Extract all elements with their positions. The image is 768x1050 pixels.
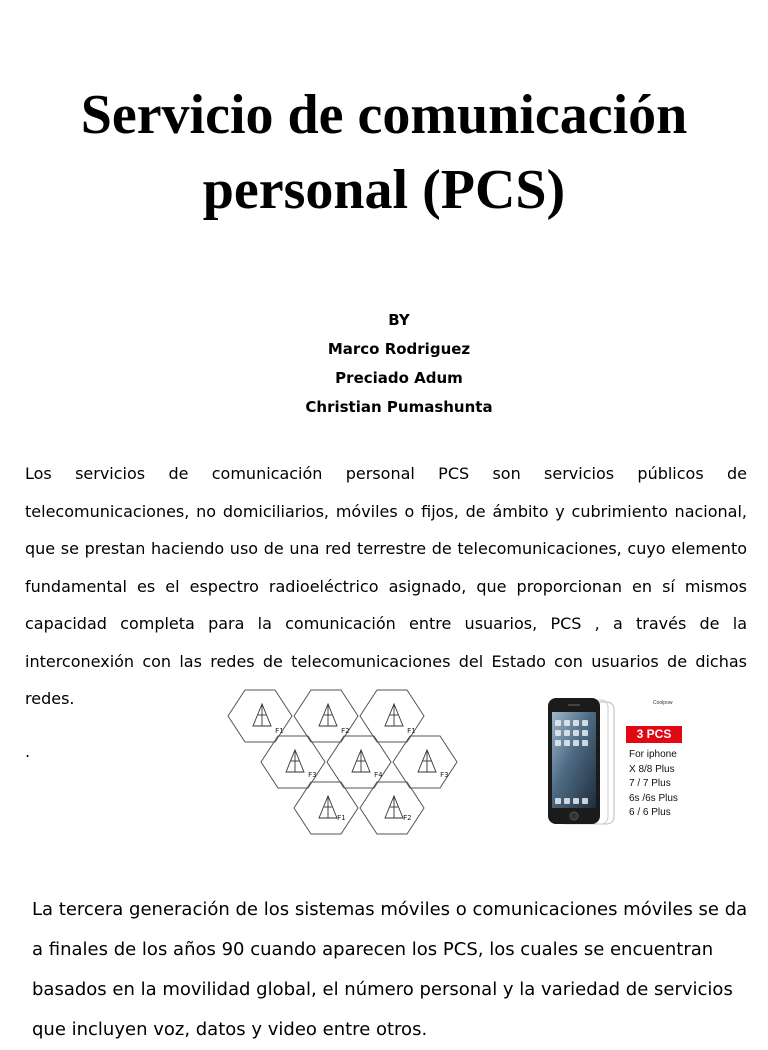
tower-icon xyxy=(385,704,403,726)
pcs-badge: 3 PCS xyxy=(626,726,682,743)
cell-label: F2 xyxy=(403,814,412,822)
compatible-models-list xyxy=(629,748,678,821)
phone-product-image xyxy=(540,690,690,830)
third-generation-paragraph: La tercera generación de los sistemas móviles o comunicaciones móviles se da a finales de los años 90 cuando aparecen los PCS, los cuales se encuentran basados en la movilidad global, el número personal y la variedad de servicios que incluyen voz, datos y video entre otros. xyxy=(32,899,748,1040)
tower-icon xyxy=(352,750,370,772)
hex-cell xyxy=(294,782,358,834)
author-name: Preciado Adum xyxy=(335,369,463,387)
tower-icon xyxy=(319,704,337,726)
tower-icon xyxy=(253,704,271,726)
model-line: For iphone xyxy=(629,749,677,760)
page-title xyxy=(0,78,768,228)
model-line: X 8/8 Plus xyxy=(629,763,675,775)
hex-cell xyxy=(393,736,457,788)
model-line: 7 / 7 Plus xyxy=(629,778,671,789)
intro-paragraph: Los servicios de comunicación personal PCS son servicios públicos de telecomunicaciones, no domiciliarios, móviles o fijos, de ámbito y cubrimiento nacional, que se prestan haciendo uso de una red terrestre de telecomunicaciones, cuyo elemento fundamental es el espectro radioeléctrico asignado, que proporcionan en sí mismos capacidad completa para la comunicación entre usuarios, PCS , a través de la interconexión con las redes de telecomunicaciones del Estado con usuarios de dichas redes. xyxy=(25,464,747,708)
author-name: Christian Pumashunta xyxy=(305,398,493,416)
cell-label: F3 xyxy=(308,771,317,779)
cell-label: F2 xyxy=(341,727,350,735)
brand-label: Coolpow xyxy=(653,700,673,706)
stray-dot: . xyxy=(25,742,31,761)
phone-icon xyxy=(540,690,630,830)
cell-label: F3 xyxy=(440,771,449,779)
hex-cell xyxy=(327,736,391,788)
hex-cell xyxy=(261,736,325,788)
model-line: 6s /6s Plus xyxy=(629,792,678,804)
title-line-1: Servicio de comunicación xyxy=(80,84,688,146)
hex-cell xyxy=(360,782,424,834)
cell-label: F1 xyxy=(337,814,346,822)
authors-block xyxy=(0,306,768,422)
model-line: 6 / 6 Plus xyxy=(629,807,671,818)
cell-label: F4 xyxy=(374,771,383,779)
cell-label: F1 xyxy=(407,727,416,735)
by-label: BY xyxy=(388,311,410,329)
cell-label: F1 xyxy=(275,727,284,735)
tower-icon xyxy=(418,750,436,772)
cellular-hex-diagram xyxy=(225,686,470,836)
title-line-2: personal (PCS) xyxy=(202,159,566,221)
tower-icon xyxy=(319,796,337,818)
tower-icon xyxy=(385,796,403,818)
author-name: Marco Rodriguez xyxy=(327,340,471,358)
tower-icon xyxy=(286,750,304,772)
